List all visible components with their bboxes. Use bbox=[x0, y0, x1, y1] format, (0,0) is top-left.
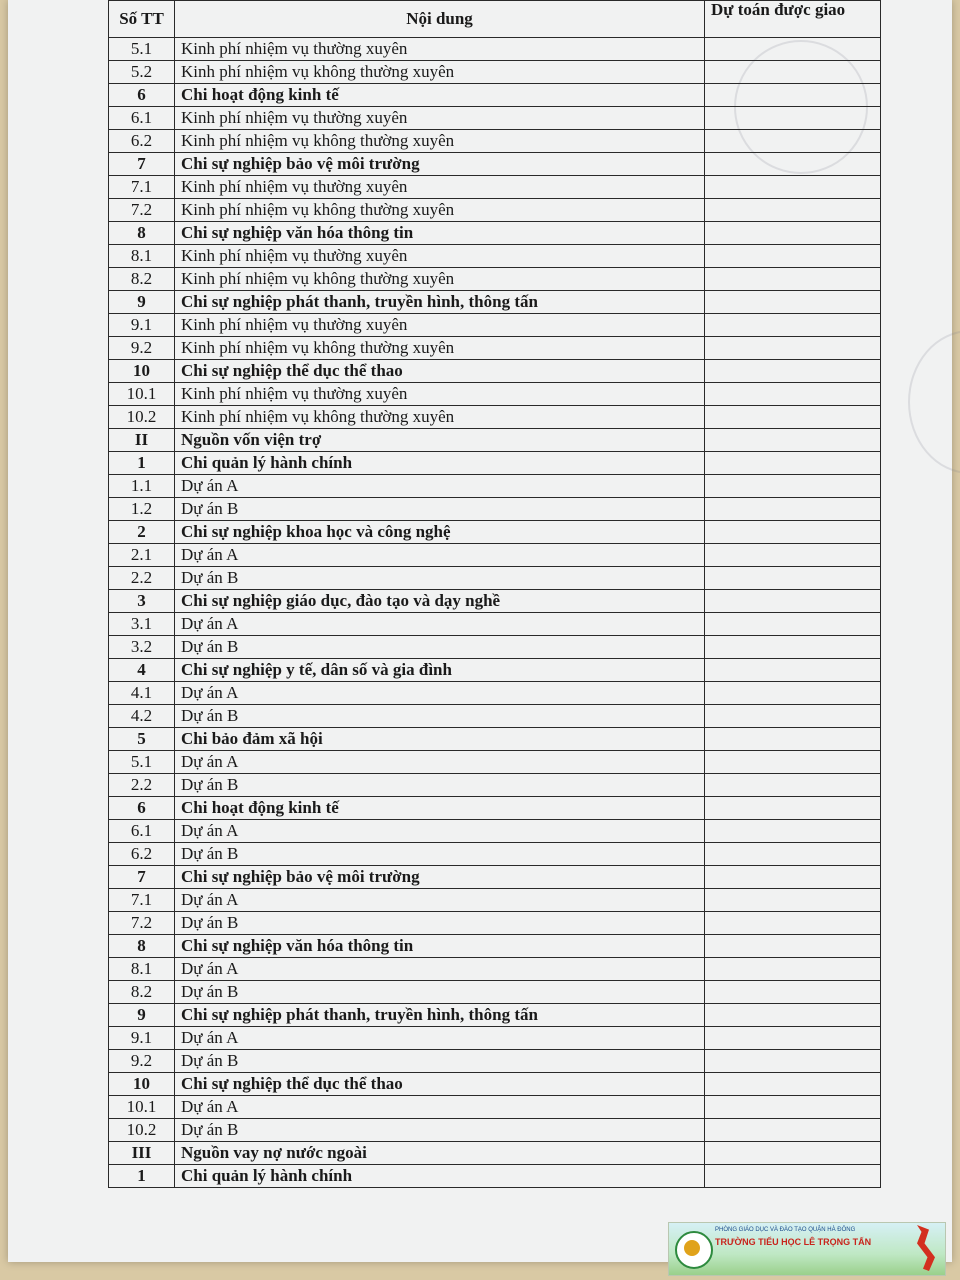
row-budget bbox=[705, 912, 881, 935]
table-row bbox=[109, 981, 881, 1004]
row-budget bbox=[705, 245, 881, 268]
table-row bbox=[109, 912, 881, 935]
row-budget bbox=[705, 130, 881, 153]
row-number: 2.2 bbox=[109, 774, 175, 797]
table-row bbox=[109, 544, 881, 567]
row-budget bbox=[705, 1119, 881, 1142]
row-number: 9.1 bbox=[109, 314, 175, 337]
row-budget bbox=[705, 705, 881, 728]
row-number: 9.1 bbox=[109, 1027, 175, 1050]
table-body bbox=[109, 38, 881, 1188]
vietnam-map-icon bbox=[911, 1225, 941, 1271]
row-budget bbox=[705, 1050, 881, 1073]
row-number: 3.2 bbox=[109, 636, 175, 659]
school-banner bbox=[668, 1222, 946, 1276]
row-budget bbox=[705, 291, 881, 314]
table-row bbox=[109, 636, 881, 659]
table-row bbox=[109, 889, 881, 912]
row-content: Chi sự nghiệp bảo vệ môi trường bbox=[175, 153, 705, 176]
table-row bbox=[109, 1004, 881, 1027]
row-budget bbox=[705, 84, 881, 107]
table-row bbox=[109, 429, 881, 452]
table-row bbox=[109, 728, 881, 751]
row-budget bbox=[705, 567, 881, 590]
row-content: Dự án B bbox=[175, 567, 705, 590]
row-budget bbox=[705, 521, 881, 544]
table-row bbox=[109, 958, 881, 981]
row-number: 10.2 bbox=[109, 1119, 175, 1142]
row-budget bbox=[705, 797, 881, 820]
row-budget bbox=[705, 590, 881, 613]
row-content: Dự án A bbox=[175, 889, 705, 912]
row-content: Dự án A bbox=[175, 1027, 705, 1050]
row-budget bbox=[705, 429, 881, 452]
row-number: 1.2 bbox=[109, 498, 175, 521]
row-budget bbox=[705, 61, 881, 84]
row-content: Dự án A bbox=[175, 475, 705, 498]
table-row bbox=[109, 797, 881, 820]
row-budget bbox=[705, 958, 881, 981]
row-budget bbox=[705, 613, 881, 636]
table-row bbox=[109, 130, 881, 153]
row-budget bbox=[705, 889, 881, 912]
row-content: Kinh phí nhiệm vụ không thường xuyên bbox=[175, 337, 705, 360]
row-budget bbox=[705, 498, 881, 521]
table-row bbox=[109, 935, 881, 958]
row-content: Chi sự nghiệp bảo vệ môi trường bbox=[175, 866, 705, 889]
table-row bbox=[109, 1096, 881, 1119]
row-number: 4 bbox=[109, 659, 175, 682]
row-number: 10.1 bbox=[109, 383, 175, 406]
faded-stamp bbox=[908, 330, 960, 474]
table-row bbox=[109, 176, 881, 199]
row-number: 2.1 bbox=[109, 544, 175, 567]
table-row bbox=[109, 222, 881, 245]
table-row bbox=[109, 751, 881, 774]
row-budget bbox=[705, 314, 881, 337]
row-budget bbox=[705, 1165, 881, 1188]
header-no: Số TT bbox=[109, 1, 175, 38]
row-content: Chi sự nghiệp giáo dục, đào tạo và dạy nghề bbox=[175, 590, 705, 613]
row-budget bbox=[705, 636, 881, 659]
row-budget bbox=[705, 774, 881, 797]
row-content: Kinh phí nhiệm vụ thường xuyên bbox=[175, 314, 705, 337]
row-number: 2.2 bbox=[109, 567, 175, 590]
table-row bbox=[109, 107, 881, 130]
row-budget bbox=[705, 268, 881, 291]
table-header-row bbox=[109, 1, 881, 38]
row-budget bbox=[705, 935, 881, 958]
row-budget bbox=[705, 406, 881, 429]
row-number: 3 bbox=[109, 590, 175, 613]
row-content: Kinh phí nhiệm vụ không thường xuyên bbox=[175, 406, 705, 429]
header-budget: Dự toán được giao bbox=[705, 1, 881, 38]
row-number: 8.2 bbox=[109, 981, 175, 1004]
table-row bbox=[109, 1119, 881, 1142]
banner-org: PHÒNG GIÁO DỤC VÀ ĐÀO TẠO QUẬN HÀ ĐÔNG bbox=[715, 1227, 856, 1233]
table-row bbox=[109, 268, 881, 291]
row-number: 6.1 bbox=[109, 107, 175, 130]
table-row bbox=[109, 291, 881, 314]
table-row bbox=[109, 866, 881, 889]
row-content: Nguồn vay nợ nước ngoài bbox=[175, 1142, 705, 1165]
row-content: Chi quản lý hành chính bbox=[175, 1165, 705, 1188]
row-content: Kinh phí nhiệm vụ thường xuyên bbox=[175, 383, 705, 406]
table-row bbox=[109, 705, 881, 728]
row-number: 5.2 bbox=[109, 61, 175, 84]
table-row bbox=[109, 153, 881, 176]
row-budget bbox=[705, 820, 881, 843]
row-number: 5.1 bbox=[109, 751, 175, 774]
row-number: 3.1 bbox=[109, 613, 175, 636]
school-logo bbox=[675, 1231, 713, 1269]
row-content: Chi sự nghiệp khoa học và công nghệ bbox=[175, 521, 705, 544]
row-number: 9.2 bbox=[109, 1050, 175, 1073]
row-number: 6 bbox=[109, 84, 175, 107]
row-content: Dự án A bbox=[175, 958, 705, 981]
row-content: Dự án A bbox=[175, 1096, 705, 1119]
row-content: Chi sự nghiệp văn hóa thông tin bbox=[175, 222, 705, 245]
table-row bbox=[109, 245, 881, 268]
row-content: Kinh phí nhiệm vụ thường xuyên bbox=[175, 176, 705, 199]
row-budget bbox=[705, 1142, 881, 1165]
row-number: 7.1 bbox=[109, 889, 175, 912]
row-content: Dự án B bbox=[175, 1050, 705, 1073]
row-number: 7.2 bbox=[109, 912, 175, 935]
row-number: 9.2 bbox=[109, 337, 175, 360]
row-number: 8.2 bbox=[109, 268, 175, 291]
row-content: Kinh phí nhiệm vụ không thường xuyên bbox=[175, 199, 705, 222]
table-row bbox=[109, 682, 881, 705]
row-content: Chi bảo đảm xã hội bbox=[175, 728, 705, 751]
row-number: 7 bbox=[109, 153, 175, 176]
row-budget bbox=[705, 383, 881, 406]
row-number: 1 bbox=[109, 452, 175, 475]
row-budget bbox=[705, 682, 881, 705]
row-budget bbox=[705, 199, 881, 222]
row-number: 6 bbox=[109, 797, 175, 820]
row-number: 10 bbox=[109, 360, 175, 383]
table-row bbox=[109, 1050, 881, 1073]
table-row bbox=[109, 360, 881, 383]
row-content: Kinh phí nhiệm vụ không thường xuyên bbox=[175, 268, 705, 291]
row-content: Chi sự nghiệp văn hóa thông tin bbox=[175, 935, 705, 958]
banner-school: TRƯỜNG TIỂU HỌC LÊ TRỌNG TẤN bbox=[715, 1237, 872, 1247]
table-row bbox=[109, 498, 881, 521]
row-number: 7.2 bbox=[109, 199, 175, 222]
row-content: Chi hoạt động kinh tế bbox=[175, 84, 705, 107]
row-content: Kinh phí nhiệm vụ thường xuyên bbox=[175, 245, 705, 268]
table-row bbox=[109, 406, 881, 429]
row-content: Dự án B bbox=[175, 843, 705, 866]
row-content: Dự án B bbox=[175, 1119, 705, 1142]
row-content: Dự án B bbox=[175, 705, 705, 728]
row-budget bbox=[705, 107, 881, 130]
table-row bbox=[109, 1027, 881, 1050]
row-content: Dự án B bbox=[175, 981, 705, 1004]
row-budget bbox=[705, 981, 881, 1004]
row-budget bbox=[705, 843, 881, 866]
row-budget bbox=[705, 866, 881, 889]
row-content: Chi sự nghiệp phát thanh, truyền hình, thông tấn bbox=[175, 1004, 705, 1027]
row-budget bbox=[705, 153, 881, 176]
table-row bbox=[109, 337, 881, 360]
row-content: Chi hoạt động kinh tế bbox=[175, 797, 705, 820]
row-budget bbox=[705, 1027, 881, 1050]
row-budget bbox=[705, 1004, 881, 1027]
row-number: 8.1 bbox=[109, 958, 175, 981]
table-row bbox=[109, 199, 881, 222]
table-row bbox=[109, 820, 881, 843]
row-number: 10.1 bbox=[109, 1096, 175, 1119]
row-content: Dự án A bbox=[175, 682, 705, 705]
row-number: 9 bbox=[109, 291, 175, 314]
row-number: 5 bbox=[109, 728, 175, 751]
row-content: Dự án A bbox=[175, 820, 705, 843]
row-budget bbox=[705, 475, 881, 498]
row-number: 6.1 bbox=[109, 820, 175, 843]
row-budget bbox=[705, 544, 881, 567]
table-row bbox=[109, 452, 881, 475]
row-number: II bbox=[109, 429, 175, 452]
row-budget bbox=[705, 337, 881, 360]
row-number: 8 bbox=[109, 935, 175, 958]
row-number: 1.1 bbox=[109, 475, 175, 498]
table-row bbox=[109, 590, 881, 613]
row-content: Chi sự nghiệp thể dục thể thao bbox=[175, 1073, 705, 1096]
table-row bbox=[109, 613, 881, 636]
row-budget bbox=[705, 728, 881, 751]
table-row bbox=[109, 521, 881, 544]
row-number: 8.1 bbox=[109, 245, 175, 268]
row-number: 4.2 bbox=[109, 705, 175, 728]
row-number: 2 bbox=[109, 521, 175, 544]
table-row bbox=[109, 1073, 881, 1096]
row-number: 4.1 bbox=[109, 682, 175, 705]
document-page bbox=[8, 0, 952, 1262]
row-content: Dự án B bbox=[175, 636, 705, 659]
table-row bbox=[109, 1165, 881, 1188]
row-budget bbox=[705, 360, 881, 383]
row-content: Nguồn vốn viện trợ bbox=[175, 429, 705, 452]
table-row bbox=[109, 84, 881, 107]
row-content: Kinh phí nhiệm vụ không thường xuyên bbox=[175, 61, 705, 84]
row-budget bbox=[705, 38, 881, 61]
table-row bbox=[109, 38, 881, 61]
row-budget bbox=[705, 1096, 881, 1119]
row-number: 7.1 bbox=[109, 176, 175, 199]
table-row bbox=[109, 659, 881, 682]
table-row bbox=[109, 383, 881, 406]
row-content: Kinh phí nhiệm vụ thường xuyên bbox=[175, 38, 705, 61]
row-number: 5.1 bbox=[109, 38, 175, 61]
table-row bbox=[109, 843, 881, 866]
row-content: Chi sự nghiệp phát thanh, truyền hình, thông tấn bbox=[175, 291, 705, 314]
row-number: 9 bbox=[109, 1004, 175, 1027]
row-content: Dự án B bbox=[175, 912, 705, 935]
row-content: Chi sự nghiệp y tế, dân số và gia đình bbox=[175, 659, 705, 682]
row-content: Dự án A bbox=[175, 613, 705, 636]
row-number: 10 bbox=[109, 1073, 175, 1096]
row-content: Dự án A bbox=[175, 544, 705, 567]
row-content: Chi quản lý hành chính bbox=[175, 452, 705, 475]
row-number: 7 bbox=[109, 866, 175, 889]
row-budget bbox=[705, 452, 881, 475]
row-budget bbox=[705, 751, 881, 774]
row-number: 6.2 bbox=[109, 843, 175, 866]
row-budget bbox=[705, 1073, 881, 1096]
budget-table bbox=[108, 0, 881, 1188]
row-content: Chi sự nghiệp thể dục thể thao bbox=[175, 360, 705, 383]
table-row bbox=[109, 774, 881, 797]
row-budget bbox=[705, 659, 881, 682]
row-number: 6.2 bbox=[109, 130, 175, 153]
table-row bbox=[109, 314, 881, 337]
row-number: III bbox=[109, 1142, 175, 1165]
row-budget bbox=[705, 222, 881, 245]
row-content: Dự án B bbox=[175, 498, 705, 521]
row-content: Kinh phí nhiệm vụ thường xuyên bbox=[175, 107, 705, 130]
row-number: 10.2 bbox=[109, 406, 175, 429]
row-number: 8 bbox=[109, 222, 175, 245]
row-content: Dự án B bbox=[175, 774, 705, 797]
table-row bbox=[109, 475, 881, 498]
row-budget bbox=[705, 176, 881, 199]
table-row bbox=[109, 61, 881, 84]
header-content: Nội dung bbox=[175, 1, 705, 38]
row-content: Kinh phí nhiệm vụ không thường xuyên bbox=[175, 130, 705, 153]
table-row bbox=[109, 1142, 881, 1165]
row-number: 1 bbox=[109, 1165, 175, 1188]
table-row bbox=[109, 567, 881, 590]
row-content: Dự án A bbox=[175, 751, 705, 774]
